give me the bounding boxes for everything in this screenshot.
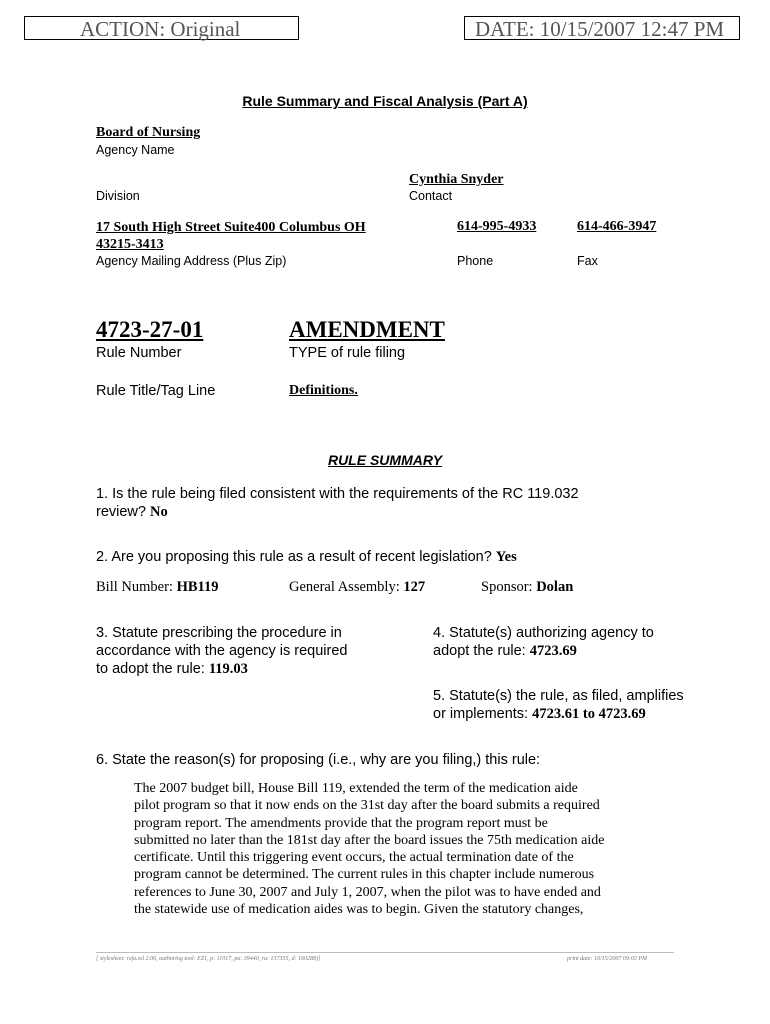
sponsor-label: Sponsor: bbox=[481, 579, 533, 595]
question-3-line-3: to adopt the rule: bbox=[96, 661, 205, 677]
question-3-answer: 119.03 bbox=[208, 661, 248, 677]
question-2-answer: Yes bbox=[495, 549, 517, 565]
reason-line: pilot program so that it now ends on the 31st day after the board submits a required bbox=[134, 798, 600, 814]
question-5-answer: 4723.61 to 4723.69 bbox=[532, 706, 646, 722]
rule-title: Definitions. bbox=[289, 383, 358, 398]
agency-address bbox=[96, 219, 366, 253]
question-1-answer: No bbox=[150, 504, 168, 520]
question-1 bbox=[96, 485, 696, 521]
bill-number-label: Bill Number: bbox=[96, 579, 173, 595]
general-assembly bbox=[289, 579, 425, 596]
question-3-line-2: accordance with the agency is required bbox=[96, 643, 348, 659]
rule-summary-heading: RULE SUMMARY bbox=[327, 452, 443, 468]
address-line-1: 17 South High Street Suite400 Columbus OH bbox=[96, 220, 366, 235]
question-6: 6. State the reason(s) for proposing (i.e., why are you filing,) this rule: bbox=[96, 752, 541, 768]
question-4-line-1: 4. Statute(s) authorizing agency to bbox=[433, 625, 654, 641]
action-box bbox=[24, 16, 299, 40]
reason-line: references to June 30, 2007 and July 1, 2007, when the pilot was to have ended and bbox=[134, 884, 601, 900]
contact-label: Contact bbox=[409, 189, 453, 203]
fax-value: 614-466-3947 bbox=[577, 219, 657, 234]
question-5 bbox=[433, 687, 753, 723]
reason-line: submitted no later than the 181st day after the board issues the 75th medication aide bbox=[134, 832, 605, 848]
address-line-2: 43215-3413 bbox=[96, 237, 164, 252]
reason-line: the statewide use of medication aides was to begin. Given the statutory changes, bbox=[134, 902, 584, 918]
question-3-line-1: 3. Statute prescribing the procedure in bbox=[96, 625, 342, 641]
footer-print-date: print date: 10/15/2007 09:03 PM bbox=[567, 956, 647, 962]
question-1-line-1: 1. Is the rule being filed consistent with the requirements of the RC 119.032 bbox=[96, 486, 579, 502]
question-4-answer: 4723.69 bbox=[529, 643, 577, 659]
sponsor-value: Dolan bbox=[536, 579, 574, 595]
rule-type: AMENDMENT bbox=[289, 317, 445, 342]
phone-label: Phone bbox=[457, 254, 494, 268]
general-assembly-value: 127 bbox=[403, 579, 426, 595]
question-5-line-2: or implements: bbox=[433, 706, 529, 722]
question-1-line-2: review? bbox=[96, 504, 146, 520]
agency-name-label: Agency Name bbox=[96, 143, 175, 157]
bill-number-value: HB119 bbox=[176, 579, 219, 595]
reason-line: certificate. Until this triggering event occurs, the actual termination date of the bbox=[134, 850, 574, 866]
contact-name: Cynthia Snyder bbox=[409, 172, 504, 187]
rule-type-label: TYPE of rule filing bbox=[289, 345, 406, 361]
rule-number: 4723-27-01 bbox=[96, 317, 204, 342]
rule-title-label: Rule Title/Tag Line bbox=[96, 383, 216, 399]
page-title: Rule Summary and Fiscal Analysis (Part A) bbox=[242, 93, 528, 109]
question-2-text: 2. Are you proposing this rule as a result of recent legislation? bbox=[96, 549, 492, 565]
question-4-line-2: adopt the rule: bbox=[433, 643, 526, 659]
bill-number bbox=[96, 579, 218, 596]
rule-number-label: Rule Number bbox=[96, 345, 182, 361]
reason-line: program cannot be determined. The current rules in this chapter include numerous bbox=[134, 867, 595, 883]
action-text: ACTION: Original bbox=[80, 17, 241, 41]
address-label: Agency Mailing Address (Plus Zip) bbox=[96, 254, 287, 268]
question-4 bbox=[433, 624, 733, 660]
date-box bbox=[464, 16, 740, 40]
footer-divider bbox=[96, 952, 674, 953]
reason-paragraph bbox=[134, 780, 694, 918]
reason-line: program report. The amendments provide that the program report must be bbox=[134, 815, 548, 831]
question-5-line-1: 5. Statute(s) the rule, as filed, amplifies bbox=[433, 688, 684, 704]
phone-value: 614-995-4933 bbox=[457, 219, 537, 234]
agency-name: Board of Nursing bbox=[96, 125, 201, 140]
question-3 bbox=[96, 624, 416, 678]
sponsor bbox=[481, 579, 573, 596]
date-text: DATE: 10/15/2007 12:47 PM bbox=[475, 17, 725, 41]
question-2 bbox=[96, 548, 517, 566]
footer-stylesheet-info: [ stylesheet: rsfa.xsl 2.06, authoring tool: EZ1, p: 11017, pa: 39440, ra: 137355, d: 160288)] bbox=[96, 956, 321, 962]
division-label: Division bbox=[96, 189, 140, 203]
general-assembly-label: General Assembly: bbox=[289, 579, 400, 595]
fax-label: Fax bbox=[577, 254, 598, 268]
reason-line: The 2007 budget bill, House Bill 119, extended the term of the medication aide bbox=[134, 781, 578, 796]
